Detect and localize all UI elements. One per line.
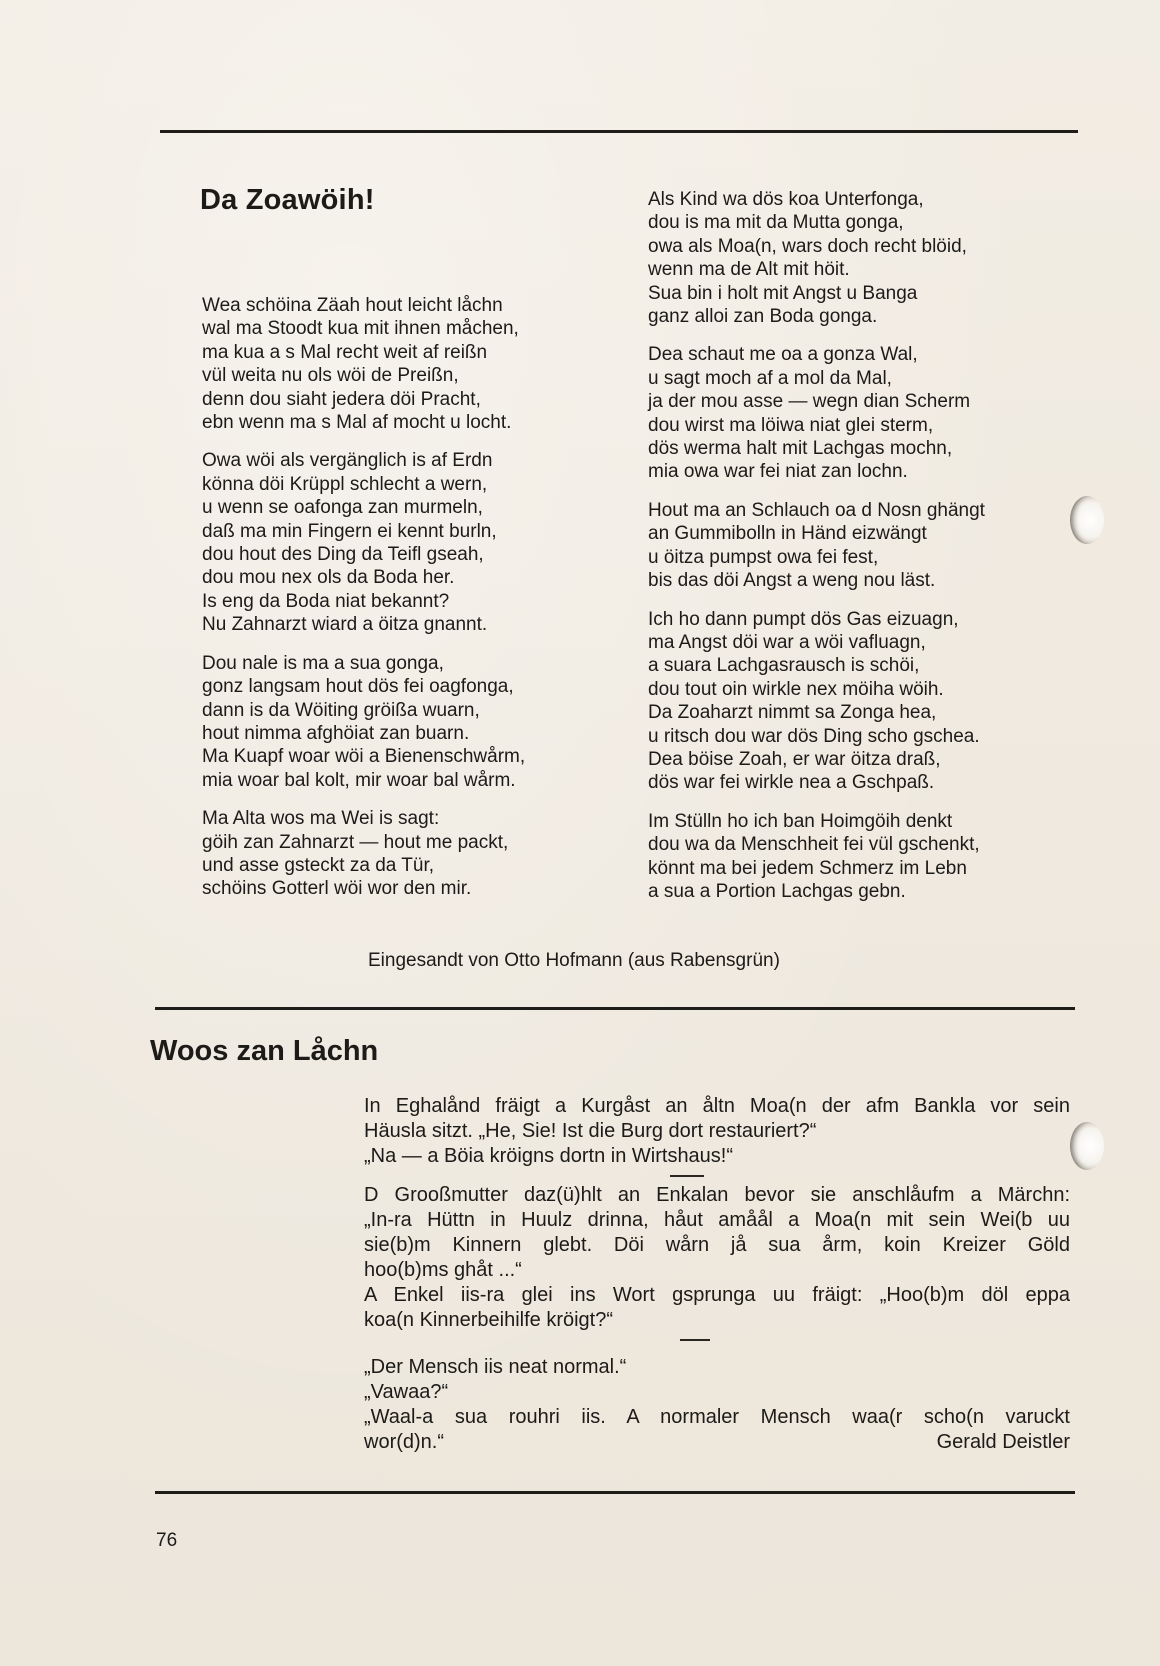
verse-line: mia woar bal kolt, mir woar bal wårm. xyxy=(202,769,516,791)
joke-1-line-1: In Eghalånd fräigt a Kurgåst an åltn Moa(n der afm Bankla vor sein xyxy=(364,1095,1070,1117)
verse-line: Dou nale is ma a sua gonga, xyxy=(202,652,444,674)
verse-line: denn dou siaht jedera döi Pracht, xyxy=(202,388,481,410)
verse-line: Is eng da Boda niat bekannt? xyxy=(202,590,450,612)
verse-line: Sua bin i holt mit Angst u Banga xyxy=(648,282,918,304)
joke-3-line-1: „Der Mensch iis neat normal.“ xyxy=(364,1356,627,1378)
verse-line: dou mou nex ols da Boda her. xyxy=(202,567,455,589)
verse-line: ebn wenn ma s Mal af mocht u locht. xyxy=(202,412,512,434)
verse-line: göih zan Zahnarzt — hout me packt, xyxy=(202,831,509,853)
verse-line: daß ma min Fingern ei kennt burln, xyxy=(202,520,497,542)
verse-line: u öitza pumpst owa fei fest, xyxy=(648,546,879,568)
verse-line: könnt ma bei jedem Schmerz im Lebn xyxy=(648,857,967,879)
stanza xyxy=(648,810,1078,904)
poem-left-column xyxy=(202,294,622,916)
page-number: 76 xyxy=(156,1530,178,1551)
verse-line: Hout ma an Schlauch oa d Nosn ghängt xyxy=(648,499,985,521)
joke-author: Gerald Deistler xyxy=(936,1431,1070,1453)
stanza xyxy=(648,499,1078,593)
joke-2-line-4: hoo(b)ms ghåt ...“ xyxy=(364,1259,522,1281)
joke-separator xyxy=(670,1175,704,1177)
joke-3-line-2: „Vawaa?“ xyxy=(364,1381,449,1403)
stanza xyxy=(202,807,622,901)
verse-line: ma Angst döi war a wöi vafluagn, xyxy=(648,631,926,653)
stanza xyxy=(202,449,622,636)
verse-line: an Gummibolln in Händ eizwängt xyxy=(648,523,927,545)
joke-1-line-2: Häusla sitzt. „He, Sie! Ist die Burg dort restauriert?“ xyxy=(364,1120,817,1142)
verse-line: und asse gsteckt za da Tür, xyxy=(202,854,435,876)
verse-line: Als Kind wa dös koa Unterfonga, xyxy=(648,189,924,210)
stanza xyxy=(648,608,1078,795)
stanza xyxy=(648,188,1078,328)
verse-line: gonz langsam hout dös fei oagfonga, xyxy=(202,676,514,698)
verse-line: Dea böise Zoah, er war öitza draß, xyxy=(648,748,941,770)
joke-3-line-3: „Waal-a sua rouhri iis. A normaler Mensch waa(r scho(n varuckt xyxy=(364,1406,1070,1428)
verse-line: a suara Lachgasrausch is schöi, xyxy=(648,655,920,677)
verse-line: owa als Moa(n, wars doch recht blöid, xyxy=(648,235,967,257)
joke-2-line-2: „In-ra Hüttn in Huulz drinna, håut amåål a Moa(n mit sein Wei(b uu xyxy=(364,1209,1070,1231)
poem-credit: Eingesandt von Otto Hofmann (aus Rabensgrün) xyxy=(368,950,780,971)
verse-line: mia owa war fei niat zan lochn. xyxy=(648,461,908,483)
jokes-body xyxy=(364,1094,1070,1455)
verse-line: Dea schaut me oa a gonza Wal, xyxy=(648,344,918,366)
joke-1-line-3: „Na — a Böia kröigns dortn in Wirtshaus!“ xyxy=(364,1145,734,1167)
bottom-divider xyxy=(155,1491,1075,1494)
verse-line: dou tout oin wirkle nex möiha wöih. xyxy=(648,678,944,700)
middle-divider xyxy=(155,1007,1075,1010)
verse-line: a sua a Portion Lachgas gebn. xyxy=(648,880,906,902)
joke-separator xyxy=(680,1339,710,1341)
verse-line: könna döi Krüppl schlecht a wern, xyxy=(202,473,488,495)
joke-2-line-3: sie(b)m Kinnern glebt. Döi wårn jå sua årm, koin Kreizer Göld xyxy=(364,1234,1070,1256)
verse-line: u wenn se oafonga zan murmeln, xyxy=(202,497,483,519)
verse-line: u ritsch dou war dös Ding scho gschea. xyxy=(648,725,980,747)
verse-line: Ich ho dann pumpt dös Gas eizuagn, xyxy=(648,608,959,630)
verse-line: dou is ma mit da Mutta gonga, xyxy=(648,212,904,234)
jokes-title: Woos zan Låchn xyxy=(150,1035,379,1067)
verse-line: schöins Gotterl wöi wor den mir. xyxy=(202,878,472,900)
poem-title: Da Zoawöih! xyxy=(200,184,375,216)
verse-line: dou hout des Ding da Teifl gseah, xyxy=(202,544,484,566)
punch-hole xyxy=(1070,496,1104,544)
punch-hole xyxy=(1070,1122,1104,1170)
verse-line: bis das döi Angst a weng nou läst. xyxy=(648,570,936,592)
verse-line: ma kua a s Mal recht weit af reißn xyxy=(202,341,488,363)
verse-line: wenn ma de Alt mit höit. xyxy=(648,259,850,281)
joke-3-line-4: wor(d)n.“ xyxy=(364,1431,445,1453)
verse-line: dös war fei wirkle nea a Gschpaß. xyxy=(648,772,935,794)
verse-line: Im Stülln ho ich ban Hoimgöih denkt xyxy=(648,810,953,832)
verse-line: Ma Alta wos ma Wei is sagt: xyxy=(202,808,440,830)
stanza xyxy=(648,343,1078,483)
joke-3-last-line xyxy=(364,1430,1070,1455)
verse-line: ganz alloi zan Boda gonga. xyxy=(648,306,878,328)
verse-line: wal ma Stoodt kua mit ihnen måchen, xyxy=(202,318,519,340)
verse-line: dou wa da Menschheit fei vül gschenkt, xyxy=(648,834,980,856)
poem-right-column xyxy=(648,188,1078,918)
verse-line: vül weita nu ols wöi de Preißn, xyxy=(202,365,459,387)
verse-line: Ma Kuapf woar wöi a Bienenschwårm, xyxy=(202,746,526,768)
verse-line: Da Zoaharzt nimmt sa Zonga hea, xyxy=(648,702,937,724)
verse-line: Wea schöina Zäah hout leicht låchn xyxy=(202,295,503,316)
verse-line: Owa wöi als vergänglich is af Erdn xyxy=(202,450,493,472)
top-divider xyxy=(160,130,1078,133)
stanza xyxy=(202,652,622,792)
verse-line: Nu Zahnarzt wiard a öitza gnannt. xyxy=(202,614,488,636)
verse-line: dös werma halt mit Lachgas mochn, xyxy=(648,438,953,460)
joke-2-line-1: D Grooßmutter daz(ü)hlt an Enkalan bevor sie anschlåufm a Märchn: xyxy=(364,1184,1070,1206)
verse-line: dou wirst ma löiwa niat glei sterm, xyxy=(648,414,934,436)
stanza xyxy=(202,294,622,434)
verse-line: hout nimma afghöiat zan buarn. xyxy=(202,722,470,744)
joke-2-line-6: koa(n Kinnerbeihilfe kröigt?“ xyxy=(364,1309,614,1331)
verse-line: u sagt moch af a mol da Mal, xyxy=(648,367,892,389)
verse-line: dann is da Wöiting gröißa wuarn, xyxy=(202,699,480,721)
joke-2-line-5: A Enkel iis-ra glei ins Wort gsprunga uu fräigt: „Hoo(b)m döl eppa xyxy=(364,1284,1070,1306)
verse-line: ja der mou asse — wegn dian Scherm xyxy=(648,391,971,413)
